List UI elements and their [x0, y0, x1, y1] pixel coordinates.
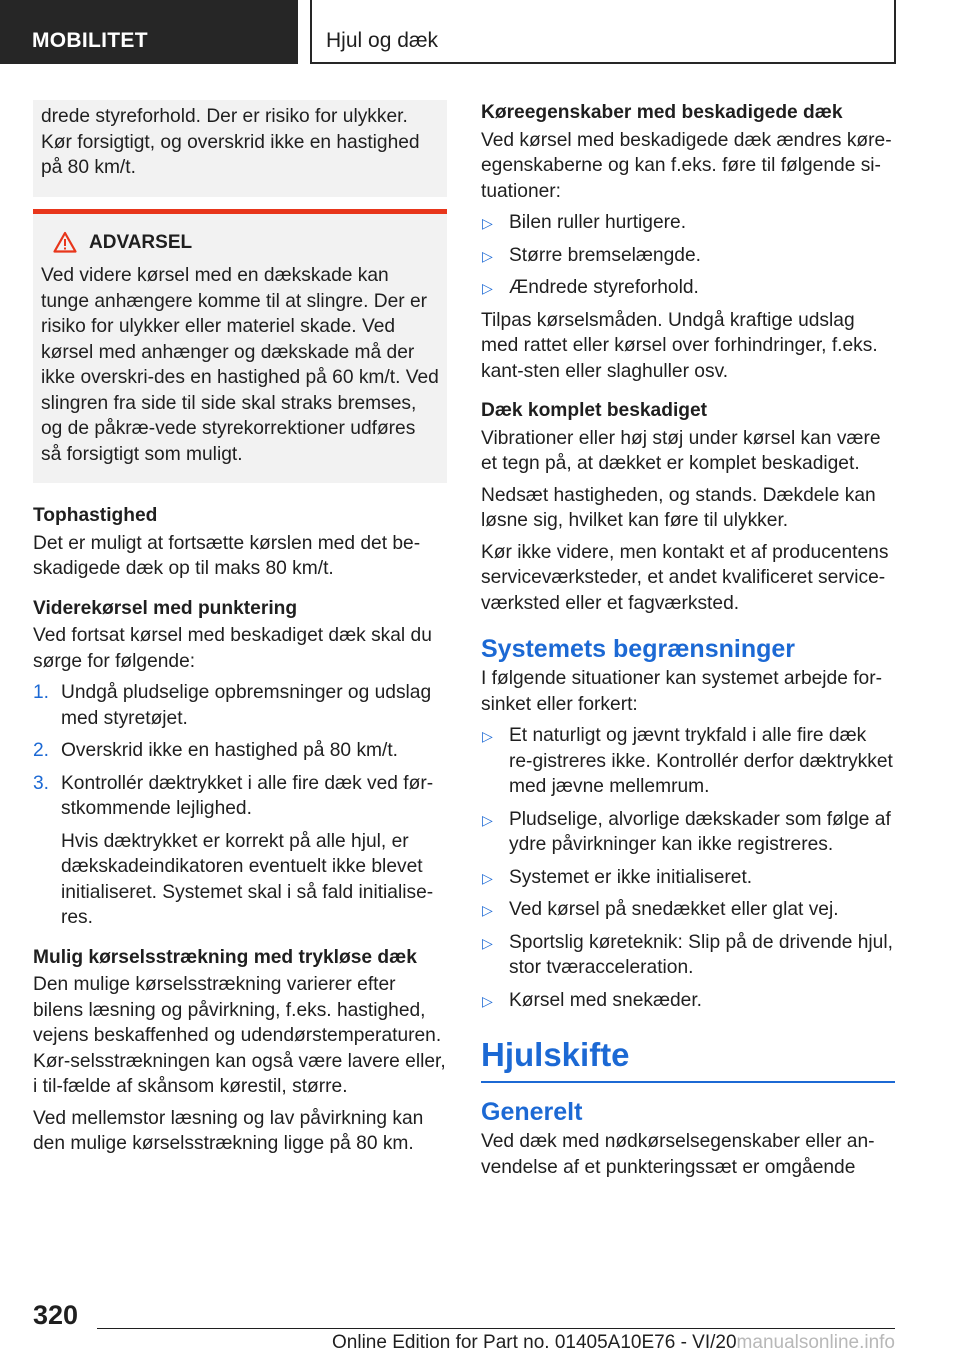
handling-list — [481, 210, 895, 301]
warning-heading — [41, 230, 439, 256]
continue-steps — [33, 680, 447, 931]
step-number: 1. — [33, 682, 50, 703]
note-text: drede styreforhold. Der er risiko for ulykker. Kør forsigtigt, og overskrid ikke en hastighed på 80 km/t. — [41, 106, 420, 178]
step-item — [33, 738, 447, 764]
warning-title: ADVARSEL — [89, 231, 193, 253]
step-text: Overskrid ikke en hastighed på 80 km/t. — [61, 740, 399, 761]
triangle-bullet-icon: ▷ — [482, 728, 493, 744]
continue-heading: Viderekørsel med punktering — [33, 597, 298, 619]
list-item: ▷ Kørsel med snekæder. — [481, 988, 895, 1014]
triangle-bullet-icon: ▷ — [482, 934, 493, 951]
limits-intro: I følgende situationer kan systemet arbejde for-sinket eller forkert: — [481, 668, 883, 715]
destroyed-heading: Dæk komplet beskadiget — [481, 400, 708, 421]
step-text: Kontrollér dæktrykket i alle fire dæk ved før-stkommende lejlighed. — [61, 772, 434, 819]
triangle-bullet-icon: ▷ — [482, 215, 493, 231]
list-item: ▷ Større bremselængde. — [481, 243, 895, 269]
triangle-bullet-icon: ▷ — [482, 280, 493, 296]
handling-outro: Tilpas kørselsmåden. Undgå kraftige udslag med rattet eller kørsel over forhindringer, f.eks. kant-sten eller slaghuller osv. — [481, 309, 878, 382]
section-tab: MOBILITET — [0, 0, 298, 64]
step-item — [33, 771, 447, 931]
continue-intro: Ved fortsat kørsel med beskadiget dæk skal du sørge for følgende: — [33, 625, 432, 672]
general-text: Ved dæk med nødkørselsegenskaber eller an-vendelse af et punkteringssæt er omgående — [481, 1131, 875, 1178]
list-item: ▷ Pludselige, alvorlige dækskader som følge af ydre påvirkninger kan ikke registreres. — [482, 808, 891, 855]
top-speed-text: Det er muligt at fortsætte kørslen med det be-skadigede dæk op til maks 80 km/t. — [33, 532, 421, 579]
triangle-bullet-icon: ▷ — [482, 247, 493, 264]
top-speed-heading: Tophastighed — [33, 505, 158, 526]
list-item: ▷ Systemet er ikke initialiseret. — [481, 865, 895, 891]
handling-intro: Ved kørsel med beskadigede dæk ændres køre-egenskaberne og kan f.eks. føre til følgende si-tuationer: — [481, 129, 892, 202]
triangle-bullet-icon: ▷ — [482, 811, 493, 828]
list-item: ▷ Sportslig køreteknik: Slip på de drivende hjul, stor tværacceleration. — [482, 931, 893, 978]
triangle-bullet-icon: ▷ — [482, 869, 493, 886]
destroyed-text-3: Kør ikke videre, men kontakt et af producentens serviceværksteder, et andet kvalificeret service-værksted eller et fagværksted. — [481, 541, 889, 614]
footer-divider — [97, 1328, 895, 1329]
warning-text: Ved videre kørsel med en dækskade kan tunge anhængere komme til at slingre. Der er risiko for ulykker eller materiel skade. Ved kørsel med anhænger og dækskade må der ikke overskri-des en hastighed på 60 km/t. Ved slingren fra side til side skal straks bremses, og de påkræ-vede styrekorrektioner udføres så forsigtigt som muligt. — [41, 265, 439, 465]
footer — [0, 1332, 895, 1354]
step-note: Hvis dæktrykket er korrekt på alle hjul, er dækskadeindikatoren eventuelt ikke blevet initialiseret. Systemet skal i så fald initialise-res. — [61, 830, 434, 928]
step-text: Undgå pludselige opbremsninger og udslag med styretøjet. — [61, 682, 432, 729]
destroyed-text-1: Vibrationer eller høj støj under kørsel kan være et tegn på, at dækket er komplet beskadiget. — [481, 427, 881, 474]
list-item: ▷ Et naturligt og jævnt trykfald i alle fire dæk re-gistreres ikke. Kontrollér derfor dæktrykket med jævne mellemrum. — [482, 725, 893, 797]
triangle-bullet-icon: ▷ — [482, 902, 493, 918]
chapter-title: Hjul og dæk — [310, 0, 896, 64]
limits-list — [481, 723, 895, 1013]
note-box — [33, 100, 447, 197]
limits-heading: Systemets begrænsninger — [481, 635, 795, 663]
handling-heading: Køreegenskaber med beskadigede dæk — [481, 102, 843, 123]
step-number: 3. — [33, 772, 50, 794]
range-heading: Mulig kørselsstrækning med trykløse dæk — [33, 946, 417, 968]
triangle-bullet-icon: ▷ — [482, 992, 493, 1009]
left-column — [33, 100, 447, 1163]
step-number: 2. — [33, 740, 50, 761]
range-text-1: Den mulige kørselsstrækning varierer efter bilens læsning og påvirkning, f.eks. hastighed, vejens beskaffenhed og udendørstemperaturen. Kør-selsstrækningen kan også være lavere eller, i til-fælde af skånsom kørestil, større. — [33, 974, 446, 1097]
warning-box — [33, 209, 447, 484]
page-number: 320 — [33, 1300, 79, 1330]
range-text-2: Ved mellemstor læsning og lav påvirkning kan den mulige kørselsstrækning ligge på 80 km. — [33, 1107, 424, 1154]
list-item: ▷ Bilen ruller hurtigere. — [481, 210, 895, 236]
general-heading: Generelt — [481, 1098, 583, 1126]
edition-text: Online Edition for Part no. 01405A10E76 - VI/20 — [332, 1332, 737, 1353]
list-item: ▷ Ændrede styreforhold. — [481, 275, 895, 301]
destroyed-text-2: Nedsæt hastigheden, og stands. Dækdele kan løsne sig, hvilket kan føre til ulykker. — [481, 484, 876, 531]
watermark-text: manualsonline.info — [736, 1332, 895, 1353]
step-item — [33, 680, 447, 731]
warning-triangle-icon — [53, 231, 77, 253]
right-column — [481, 100, 895, 1186]
list-item: ▷ Ved kørsel på snedækket eller glat vej. — [481, 897, 895, 923]
wheel-change-heading: Hjulskifte — [481, 1035, 895, 1083]
